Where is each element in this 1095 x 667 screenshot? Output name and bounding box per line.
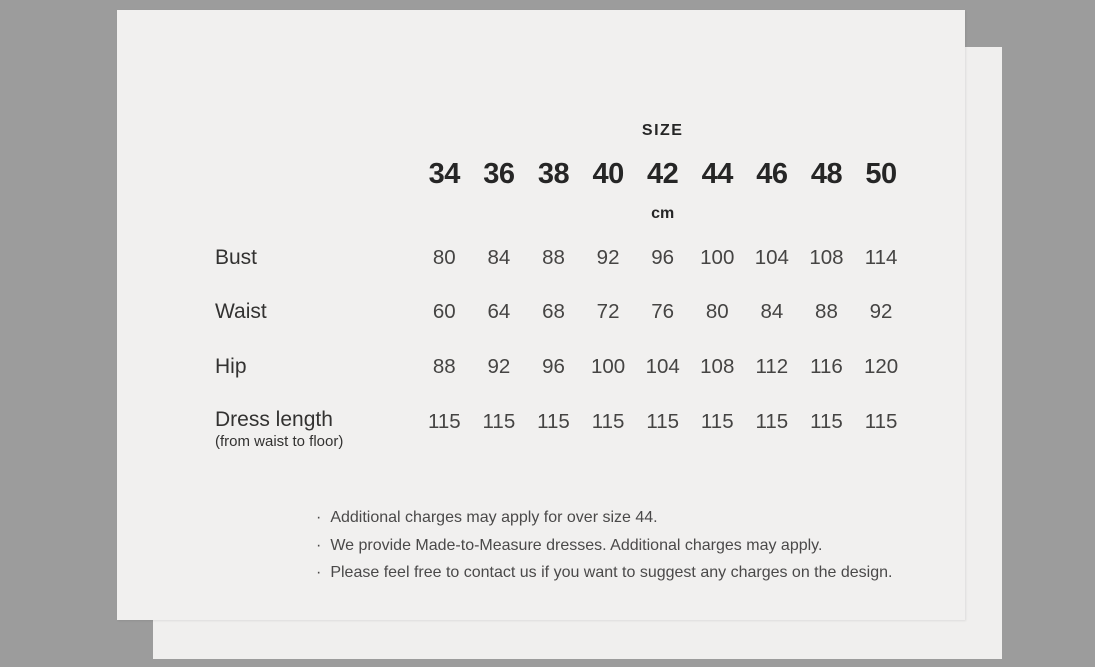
size-column-header: 46 <box>756 157 788 190</box>
bullet-icon: · <box>316 509 322 526</box>
waist-value: 72 <box>596 299 620 323</box>
dress-length-value: 115 <box>755 409 789 433</box>
size-column-header: 42 <box>647 157 679 190</box>
size-column-header: 50 <box>865 157 897 190</box>
waist-value: 80 <box>705 299 729 323</box>
notes-list <box>316 504 892 587</box>
waist-value: 84 <box>760 299 784 323</box>
dress-length-value: 115 <box>482 409 516 433</box>
note-item <box>316 504 892 532</box>
size-column-header: 48 <box>810 157 843 190</box>
row-label-dress-length <box>215 394 417 449</box>
row-label-hip: Hip <box>215 354 247 378</box>
size-column-header: 44 <box>701 157 733 190</box>
hip-value: 104 <box>645 354 680 378</box>
unit-label: cm <box>651 205 675 222</box>
note-text: Additional charges may apply for over size 44. <box>330 509 658 526</box>
dress-length-value: 115 <box>646 409 680 433</box>
hip-value: 88 <box>432 354 456 378</box>
dress-length-label: Dress length <box>215 408 333 431</box>
size-column-header: 34 <box>428 157 460 190</box>
size-chart-table <box>215 110 908 449</box>
note-text: Please feel free to contact us if you want to suggest any charges on the design. <box>330 564 893 582</box>
note-item <box>316 559 892 587</box>
bust-value: 114 <box>864 246 898 269</box>
waist-value: 92 <box>869 299 893 323</box>
waist-value: 60 <box>432 299 456 323</box>
hip-value: 120 <box>863 354 899 378</box>
bust-value: 104 <box>754 246 789 269</box>
bust-value: 108 <box>809 246 844 269</box>
bullet-icon: · <box>316 536 322 554</box>
bust-value: 96 <box>651 246 675 269</box>
waist-value: 76 <box>651 299 675 323</box>
dress-length-value: 115 <box>864 409 898 433</box>
hip-value: 108 <box>700 354 735 378</box>
bullet-icon: · <box>316 564 322 582</box>
bust-value: 88 <box>542 246 565 269</box>
size-column-header: 36 <box>483 157 515 190</box>
note-item <box>316 532 892 560</box>
size-column-header: 40 <box>592 157 624 190</box>
bust-value: 80 <box>432 246 456 269</box>
size-column-header: 38 <box>537 157 570 190</box>
dress-length-value: 115 <box>427 409 461 433</box>
hip-value: 92 <box>487 354 511 378</box>
hip-value: 100 <box>590 354 626 378</box>
note-text: We provide Made-to-Measure dresses. Additional charges may apply. <box>330 536 823 554</box>
waist-value: 68 <box>542 299 565 323</box>
hip-value: 112 <box>755 354 789 378</box>
row-label-waist: Waist <box>215 299 267 323</box>
dress-length-sublabel: (from waist to floor) <box>215 433 344 450</box>
hip-value: 96 <box>542 354 565 378</box>
bust-value: 100 <box>700 246 735 269</box>
waist-value: 88 <box>815 299 838 323</box>
waist-value: 64 <box>487 299 511 323</box>
row-label-bust: Bust <box>215 246 258 269</box>
bust-value: 92 <box>596 246 620 269</box>
dress-length-value: 115 <box>591 409 625 433</box>
hip-value: 116 <box>810 354 843 378</box>
dress-length-value: 115 <box>537 409 570 433</box>
size-header-label: SIZE <box>641 122 684 139</box>
dress-length-value: 115 <box>810 409 843 433</box>
bust-value: 84 <box>487 246 511 269</box>
size-chart-card <box>117 10 965 620</box>
dress-length-value: 115 <box>700 409 734 433</box>
